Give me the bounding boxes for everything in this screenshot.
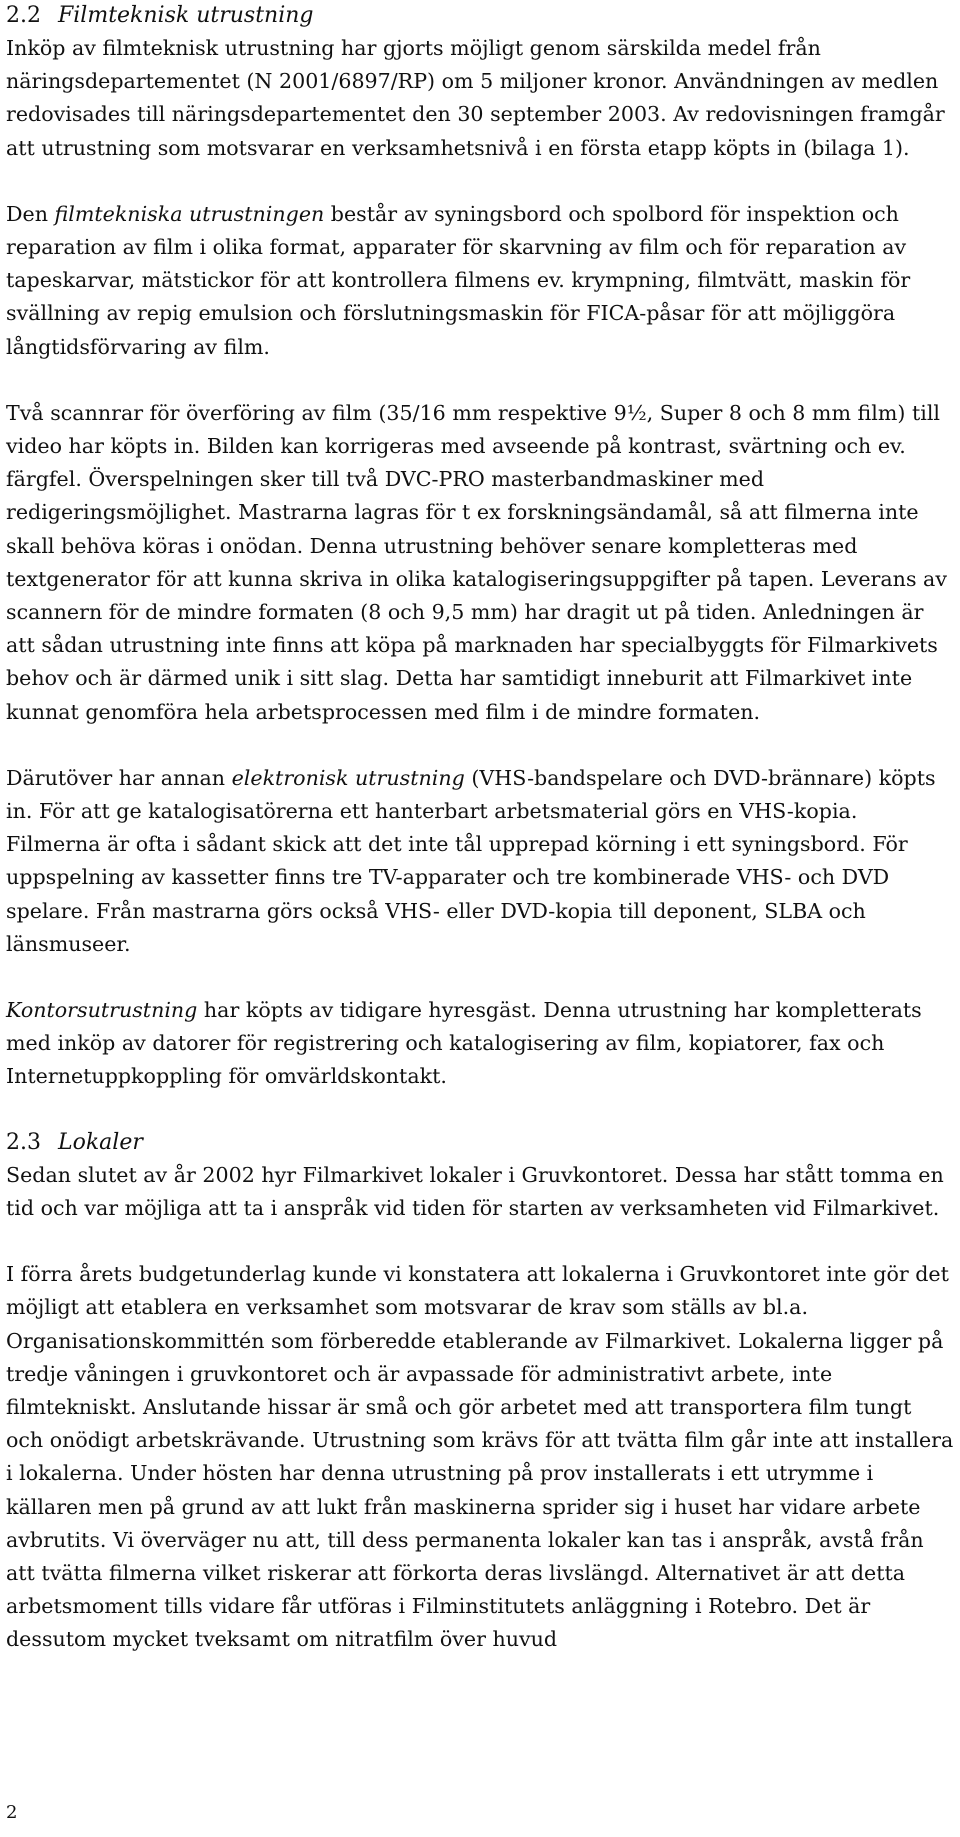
section-heading-2-3 (6, 1127, 954, 1159)
section-title: Filmteknisk utrustning (58, 3, 314, 28)
paragraph-film-equipment: Den filmtekniska utrustningen består av syningsbord och spolbord för inspektion och reparation av film i olika format, apparater för skarvning av film och för reparation av tapeskarvar, mätstickor för att kontrollera filmens ev. krympning, filmtvätt, maskin för svällning av repig emulsion och förslutningsmaskin för FICA-påsar för att möjliggöra långtidsförvaring av film. (6, 201, 911, 359)
paragraph-funding: Inköp av filmteknisk utrustning har gjorts möjligt genom särskilda medel från näringsdepartementet (N 2001/6897/RP) om 5 miljoner kronor. Användningen av medlen redovisades till näringsdepartementet den 30 september 2003. Av redovisningen framgår att utrustning som motsvarar en verksamhetsnivå i en första etapp köpts in (bilaga 1). (6, 36, 945, 160)
emphasis-term: Kontorsutrustning (6, 998, 198, 1023)
paragraph-premises: Sedan slutet av år 2002 hyr Filmarkivet lokaler i Gruvkontoret. Dessa har stått tomma en tid och var möjliga att ta i anspråk vid tiden för starten av verksamheten vid Filmarkivet. (6, 1162, 944, 1220)
document-page (6, 0, 954, 1657)
section-title: Lokaler (58, 1129, 143, 1155)
section-number: 2.3 (6, 1129, 41, 1155)
section-number: 2.2 (6, 3, 41, 28)
emphasis-term: filmtekniska utrustningen (54, 201, 325, 226)
paragraph-electronic-equipment: Därutöver har annan elektronisk utrustning (VHS-bandspelare och DVD-brännare) köpts in. För att ge katalogisatörerna ett hanterbart arbetsmaterial görs en VHS-kopia. Filmerna är ofta i sådant skick att det inte tål upprepad körning i ett syningsbord. För uppspelning av kassetter finns tre TV-apparater och tre kombinerade VHS- och DVD spelare. Från mastrarna görs också VHS- eller DVD-kopia till deponent, SLBA och länsmuseer. (6, 765, 936, 956)
paragraph-scanners: Två scannrar för överföring av film (35/16 mm respektive 9½, Super 8 och 8 mm film) till video har köpts in. Bilden kan korrigeras med avseende på kontrast, svärtning och ev. färgfel. Överspelningen sker till två DVC-PRO masterbandmaskiner med redigeringsmöjlighet. Mastrarna lagras för t ex forskningsändamål, så att filmerna inte skall behöva köras i onödan. Denna utrustning behöver senare kompletteras med textgenerator för att kunna skriva in olika katalogiseringsuppgifter på tapen. Leverans av scannern för de mindre formaten (8 och 9,5 mm) har dragit ut på tiden. Anledningen är att sådan utrustning inte finns att köpa på marknaden har specialbyggts för Filmarkivets behov och är därmed unik i sitt slag. Detta har samtidigt inneburit att Filmarkivet inte kunnat genomföra hela arbetsprocessen med film i de mindre formaten. (6, 400, 947, 724)
paragraph-budget: I förra årets budgetunderlag kunde vi konstatera att lokalerna i Gruvkontoret inte gör det möjligt att etablera en verksamhet som motsvarar de krav som ställs av bl.a. Organisationskommittén som förberedde etablerande av Filmarkivet. Lokalerna ligger på tredje våningen i gruvkontoret och är avpassade för administrativt arbete, inte filmtekniskt. Anslutande hissar är små och gör arbetet med att transportera film tungt och onödigt arbetskrävande. Utrustning som krävs för att tvätta film går inte att installera i lokalerna. Under hösten har denna utrustning på prov installerats i ett utrymme i källaren men på grund av att lukt från maskinerna sprider sig i huset har vidare arbete avbrutits. Vi överväger nu att, till dess permanenta lokaler kan tas i anspråk, avstå från att tvätta filmerna vilket riskerar att förkorta deras livslängd. Alternativet är att detta arbetsmoment tills vidare får utföras i Filminstitutets anläggning i Rotebro. Det är dessutom mycket tveksamt om nitratfilm över huvud (6, 1262, 954, 1652)
emphasis-term: elektronisk utrustning (231, 765, 465, 790)
section-heading-2-2 (6, 0, 954, 32)
paragraph-office-equipment: Kontorsutrustning har köpts av tidigare hyresgäst. Denna utrustning har kompletterats med inköp av datorer för registrering och katalogisering av film, kopiatorer, fax och Internetuppkoppling för omvärldskontakt. (6, 998, 922, 1089)
page-number: 2 (6, 1802, 18, 1823)
